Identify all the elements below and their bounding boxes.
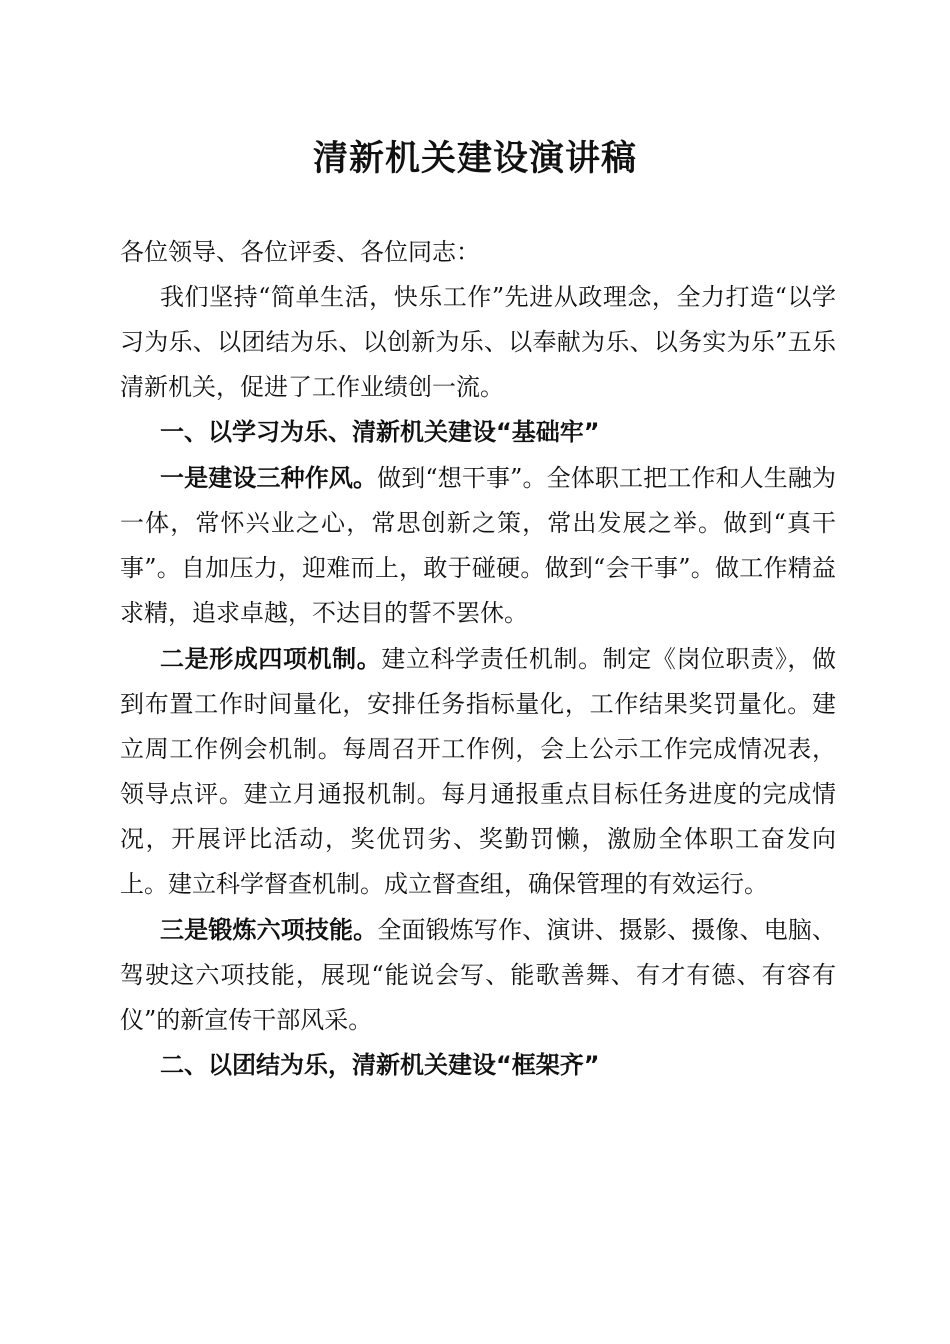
document-body bbox=[120, 230, 836, 1088]
paragraph-text: 建立科学责任机制。制定《岗位职责》，做到布置工作时间量化，安排任务指标量化，工作结果奖罚量化。建立周工作例会机制。每周召开工作例，会上公示工作完成情况表，领导点评。建立月通报机制。每月通报重点目标任务进度的完成情况，开展评比活动，奖优罚劣、奖勤罚懒，激励全体职工奋发向上。建立科学督查机制。成立督查组，确保管理的有效运行。 bbox=[120, 645, 837, 898]
section-1-paragraph-1 bbox=[120, 455, 836, 636]
paragraph-lead: 二是形成四项机制。 bbox=[160, 644, 382, 673]
section-1-heading: 一、以学习为乐、清新机关建设“基础牢” bbox=[160, 418, 600, 446]
document-title: 清新机关建设演讲稿 bbox=[312, 138, 637, 179]
section-1-paragraph-3 bbox=[120, 907, 836, 1043]
paragraph-lead: 一是建设三种作风。 bbox=[160, 463, 378, 492]
paragraph-text: 全面锻炼写作、演讲、摄影、摄像、电脑、驾驶这六项技能，展现“能说会写、能歌善舞、有才有德、有容有仪”的新宣传干部风采。 bbox=[120, 916, 837, 1034]
salutation: 各位领导、各位评委、各位同志： bbox=[120, 238, 480, 266]
section-2-heading: 二、以团结为乐，清新机关建设“框架齐” bbox=[160, 1051, 600, 1079]
paragraph-lead: 三是锻炼六项技能。 bbox=[160, 915, 378, 944]
paragraph-text: 做到“想干事”。全体职工把工作和人生融为一体，常怀兴业之心，常思创新之策，常出发展之举。做到“真干事”。自加压力，迎难而上，敢于碰硬。做到“会干事”。做工作精益求精，追求卓越，不达目的誓不罢休。 bbox=[120, 464, 836, 627]
intro-paragraph: 我们坚持“简单生活，快乐工作”先进从政理念，全力打造“以学习为乐、以团结为乐、以创新为乐、以奉献为乐、以务实为乐”五乐清新机关，促进了工作业绩创一流。 bbox=[120, 283, 836, 401]
section-1-paragraph-2 bbox=[120, 636, 836, 907]
